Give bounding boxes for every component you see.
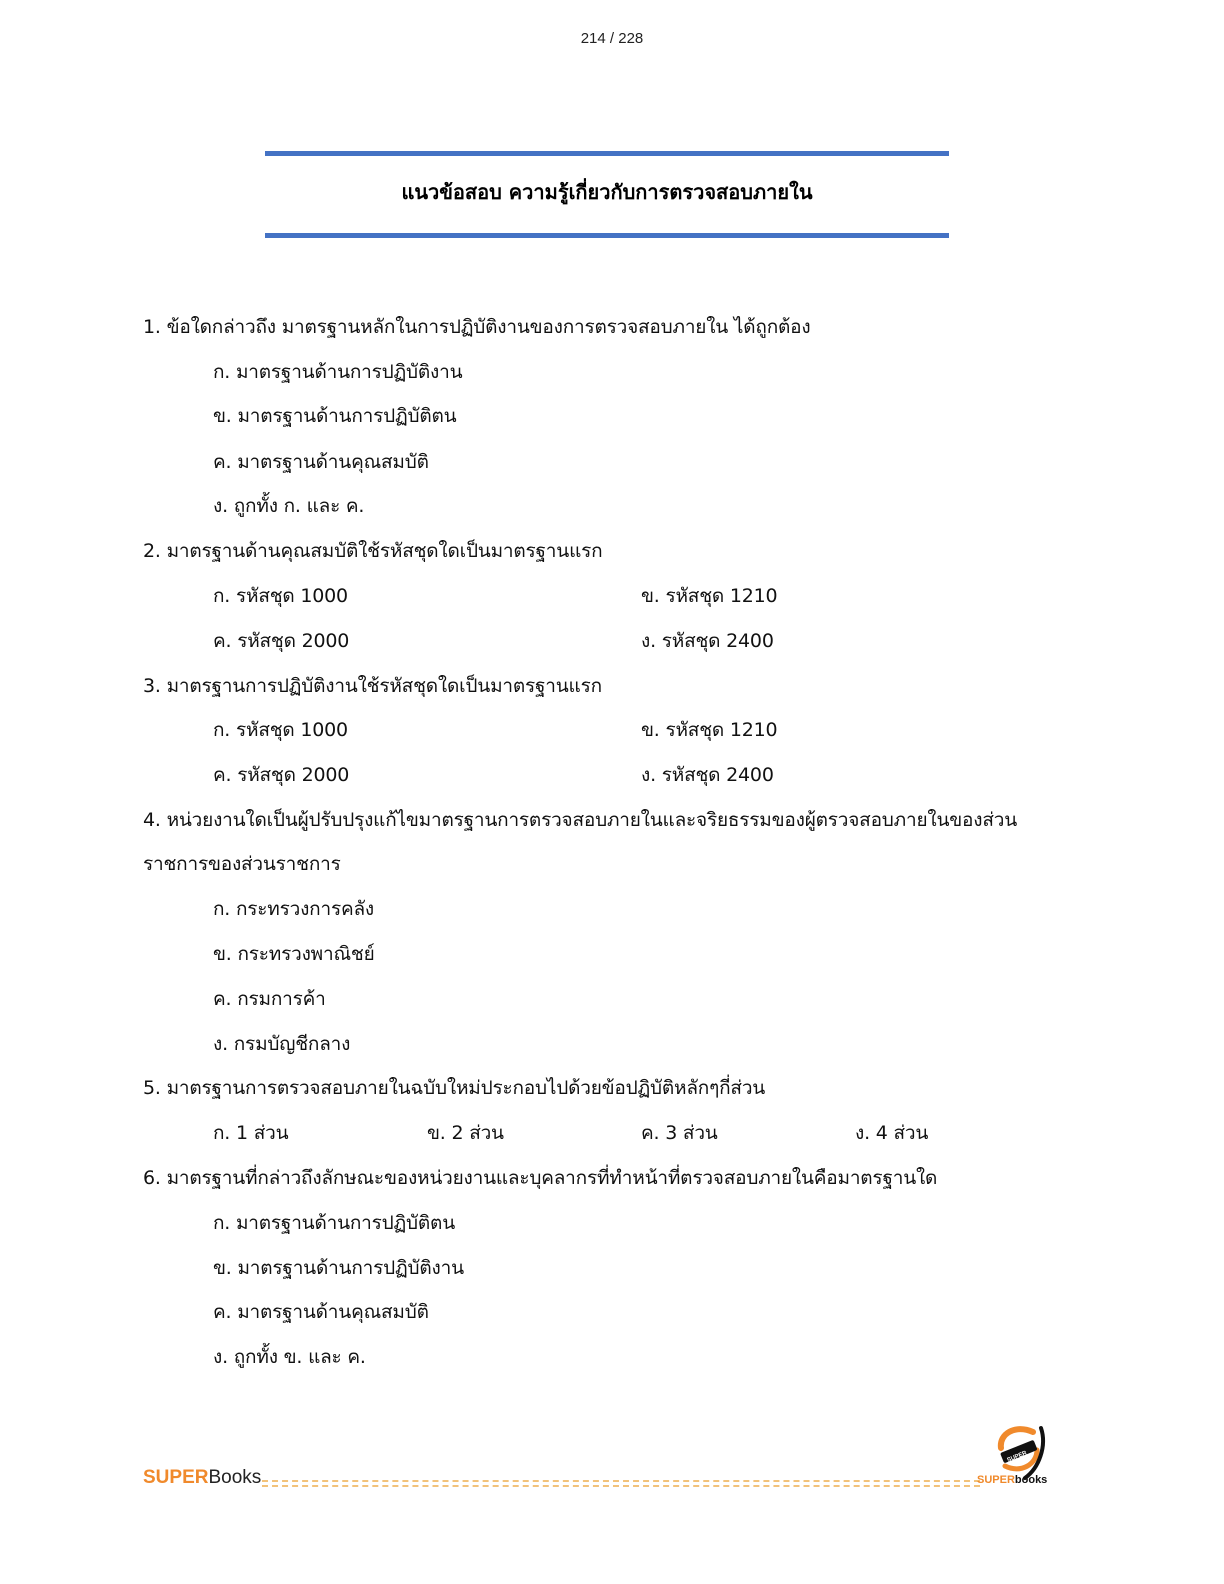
question-4-continued: ราชการของส่วนราชการ [143, 853, 341, 875]
question-1-option-c: ค. มาตรฐานด้านคุณสมบัติ [213, 451, 429, 473]
question-4-option-d: ง. กรมบัญชีกลาง [213, 1033, 351, 1055]
logo-wordmark-books: books [1014, 1474, 1048, 1486]
logo-wordmark [977, 1474, 1047, 1486]
title-rule-top [265, 151, 949, 156]
question-5-option-c: ค. 3 ส่วน [641, 1122, 718, 1144]
question-5-option-b: ข. 2 ส่วน [427, 1122, 504, 1144]
question-4-option-c: ค. กรมการค้า [213, 988, 326, 1010]
question-4: 4. หน่วยงานใดเป็นผู้ปรับปรุงแก้ไขมาตรฐานการตรวจสอบภายในและจริยธรรมของผู้ตรวจสอบภายในของส่วน [143, 809, 1017, 831]
footer-divider-lower [262, 1485, 980, 1487]
question-1: 1. ข้อใดกล่าวถึง มาตรฐานหลักในการปฏิบัติงานของการตรวจสอบภายใน ได้ถูกต้อง [143, 316, 811, 338]
question-6-option-b: ข. มาตรฐานด้านการปฏิบัติงาน [213, 1257, 464, 1279]
question-1-option-d: ง. ถูกทั้ง ก. และ ค. [213, 495, 365, 517]
question-4-option-a: ก. กระทรวงการคลัง [213, 898, 374, 920]
question-5: 5. มาตรฐานการตรวจสอบภายในฉบับใหม่ประกอบไปด้วยข้อปฏิบัติหลักๆกี่ส่วน [143, 1077, 766, 1099]
question-3-option-b: ข. รหัสชุด 1210 [641, 719, 778, 741]
question-5-option-a: ก. 1 ส่วน [213, 1122, 289, 1144]
title-rule-bottom [265, 233, 949, 238]
page-indicator: 214 / 228 [580, 30, 644, 47]
svg-text:SUPER: SUPER [1006, 1450, 1028, 1464]
logo-wordmark-super: SUPER [977, 1474, 1015, 1486]
question-4-option-b: ข. กระทรวงพาณิชย์ [213, 943, 375, 965]
question-6-option-a: ก. มาตรฐานด้านการปฏิบัติตน [213, 1212, 455, 1234]
question-6-option-c: ค. มาตรฐานด้านคุณสมบัติ [213, 1301, 429, 1323]
question-5-option-d: ง. 4 ส่วน [855, 1122, 929, 1144]
footer-brand-books: Books [208, 1467, 262, 1488]
question-1-option-a: ก. มาตรฐานด้านการปฏิบัติงาน [213, 361, 463, 383]
question-6-option-d: ง. ถูกทั้ง ข. และ ค. [213, 1346, 366, 1368]
question-2-option-d: ง. รหัสชุด 2400 [641, 630, 774, 652]
question-2: 2. มาตรฐานด้านคุณสมบัติใช้รหัสชุดใดเป็นมาตรฐานแรก [143, 540, 603, 562]
footer-divider [262, 1480, 980, 1482]
question-2-option-b: ข. รหัสชุด 1210 [641, 585, 778, 607]
question-3-option-d: ง. รหัสชุด 2400 [641, 764, 774, 786]
footer-brand [143, 1467, 261, 1489]
question-3-option-a: ก. รหัสชุด 1000 [213, 719, 348, 741]
page-title: แนวข้อสอบ ความรู้เกี่ยวกับการตรวจสอบภายใน [401, 180, 813, 204]
question-6: 6. มาตรฐานที่กล่าวถึงลักษณะของหน่วยงานและบุคลากรที่ทำหน้าที่ตรวจสอบภายในคือมาตรฐานใด [143, 1167, 938, 1189]
question-2-option-a: ก. รหัสชุด 1000 [213, 585, 348, 607]
question-2-option-c: ค. รหัสชุด 2000 [213, 630, 350, 652]
question-3: 3. มาตรฐานการปฏิบัติงานใช้รหัสชุดใดเป็นมาตรฐานแรก [143, 675, 602, 697]
question-3-option-c: ค. รหัสชุด 2000 [213, 764, 350, 786]
footer-brand-super: SUPER [143, 1467, 209, 1488]
superbooks-logo-icon [985, 1422, 1055, 1482]
question-1-option-b: ข. มาตรฐานด้านการปฏิบัติตน [213, 405, 457, 427]
